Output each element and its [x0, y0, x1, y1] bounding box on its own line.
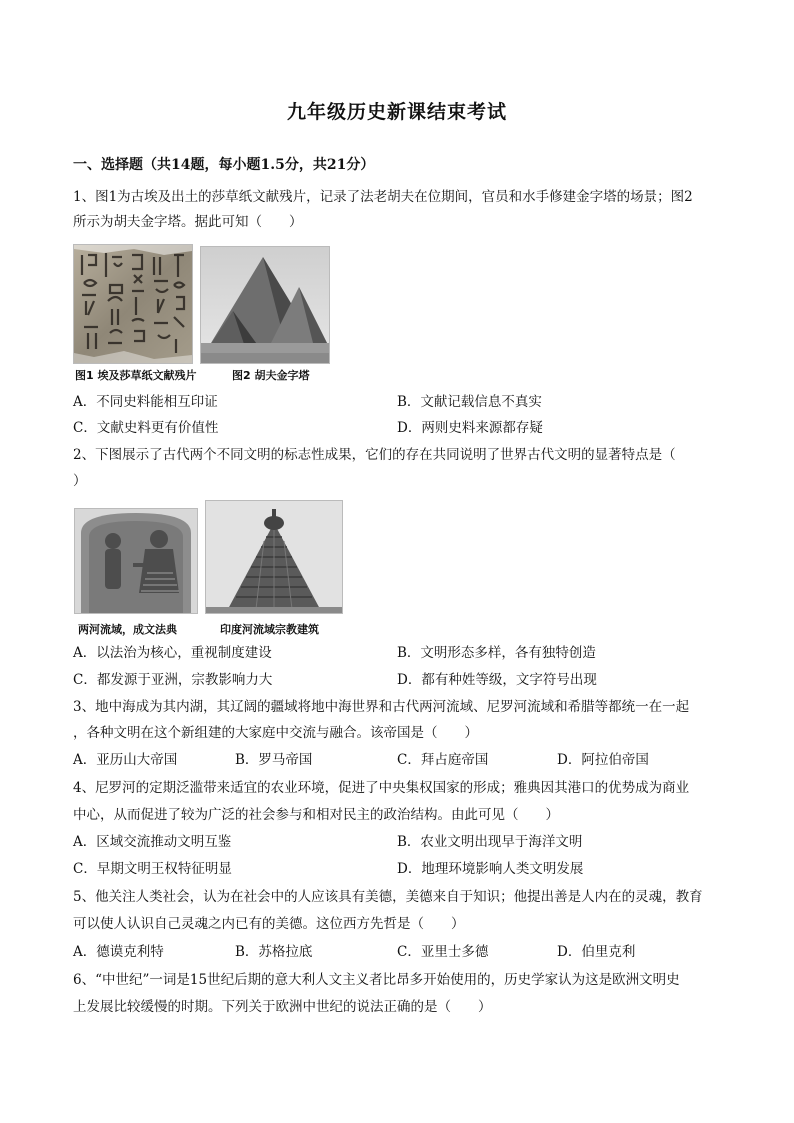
- question-5-option-a[interactable]: A．德谟克利特: [73, 944, 164, 960]
- question-4-option-b[interactable]: B．农业文明出现早于海洋文明: [397, 834, 583, 850]
- question-2-option-c[interactable]: C．都发源于亚洲，宗教影响力大: [73, 672, 273, 688]
- question-2-option-a[interactable]: A．以法治为核心，重视制度建设: [73, 645, 272, 661]
- question-1-option-a[interactable]: A．不同史料能相互印证: [73, 394, 218, 410]
- question-1-text-line-2: 所示为胡夫金字塔。据此可知（ ）: [73, 214, 303, 230]
- code-of-hammurabi-image: [74, 508, 198, 614]
- question-2-option-d[interactable]: D．都有种姓等级，文字符号出现: [397, 672, 597, 688]
- question-5-option-d[interactable]: D．伯里克利: [557, 944, 636, 960]
- question-2-text-line-1: 2、下图展示了古代两个不同文明的标志性成果，它们的存在共同说明了世界古代文明的显著特点是（: [73, 447, 676, 463]
- question-3-text-line-1: 3、地中海成为其内湖，其辽阔的疆域将地中海世界和古代两河流域、尼罗河流域和希腊等都统一在一起: [73, 699, 690, 715]
- question-5-text-line-2: 可以使人认识自己灵魂之内已有的美德。这位西方先哲是（ ）: [73, 916, 465, 932]
- question-2-option-b[interactable]: B．文明形态多样，各有独特创造: [397, 645, 596, 661]
- figure-2-caption: 图2 胡夫金字塔: [232, 369, 310, 382]
- question-4-option-c[interactable]: C．早期文明王权特征明显: [73, 861, 232, 877]
- question-5-text-line-1: 5、他关注人类社会，认为在社会中的人应该具有美德，美德来自于知识；他提出善是人内在的灵魂，教育: [73, 889, 703, 905]
- question-3-option-c[interactable]: C．拜占庭帝国: [397, 752, 489, 768]
- question-6-text-line-1: 6、“中世纪”一词是15世纪后期的意大利人文主义者比昂多开始使用的，历史学家认为这是欧洲文明史: [73, 972, 680, 988]
- question-5-option-b[interactable]: B．苏格拉底: [235, 944, 313, 960]
- papyrus-fragment-drawing: [74, 245, 192, 363]
- question-3-text-line-2: ，各种文明在这个新组建的大家庭中交流与融合。该帝国是（ ）: [73, 725, 478, 741]
- question-2-text-line-2: ）: [73, 473, 87, 489]
- hindu-temple-image: [205, 500, 343, 614]
- stele-drawing: [75, 509, 197, 613]
- question-4-text-line-1: 4、尼罗河的定期泛滥带来适宜的农业环境，促进了中央集权国家的形成；雅典因其港口的优势成为商业: [73, 780, 690, 796]
- temple-drawing: [206, 501, 342, 613]
- question-6-text-line-2: 上发展比较缓慢的时期。下列关于欧洲中世纪的说法正确的是（ ）: [73, 999, 492, 1015]
- exam-title: 九年级历史新课结束考试: [286, 101, 507, 123]
- papyrus-fragment-image: [73, 244, 193, 364]
- pyramid-image: [200, 246, 330, 364]
- question-4-text-line-2: 中心，从而促进了较为广泛的社会参与和相对民主的政治结构。由此可见（ ）: [73, 807, 559, 823]
- question-3-option-d[interactable]: D．阿拉伯帝国: [557, 752, 649, 768]
- figure-temple-caption: 印度河流域宗教建筑: [220, 623, 319, 636]
- question-5-option-c[interactable]: C．亚里士多德: [397, 944, 489, 960]
- question-1-option-c[interactable]: C．文献史料更有价值性: [73, 420, 219, 436]
- pyramid-drawing: [201, 247, 329, 363]
- question-1-option-d[interactable]: D．两则史料来源都存疑: [397, 420, 543, 436]
- section-heading: 一、选择题（共14题，每小题1.5分，共21分）: [73, 157, 375, 173]
- question-3-option-b[interactable]: B．罗马帝国: [235, 752, 313, 768]
- question-1-text-line-1: 1、图1为古埃及出土的莎草纸文献残片，记录了法老胡夫在位期间，官员和水手修建金字塔的场景；图2: [73, 189, 693, 205]
- figure-1-caption: 图1 埃及莎草纸文献残片: [75, 369, 197, 382]
- question-1-option-b[interactable]: B．文献记载信息不真实: [397, 394, 542, 410]
- question-3-option-a[interactable]: A．亚历山大帝国: [73, 752, 178, 768]
- question-4-option-a[interactable]: A．区域交流推动文明互鉴: [73, 834, 232, 850]
- question-4-option-d[interactable]: D．地理环境影响人类文明发展: [397, 861, 584, 877]
- figure-stele-caption: 两河流域，成文法典: [78, 623, 177, 636]
